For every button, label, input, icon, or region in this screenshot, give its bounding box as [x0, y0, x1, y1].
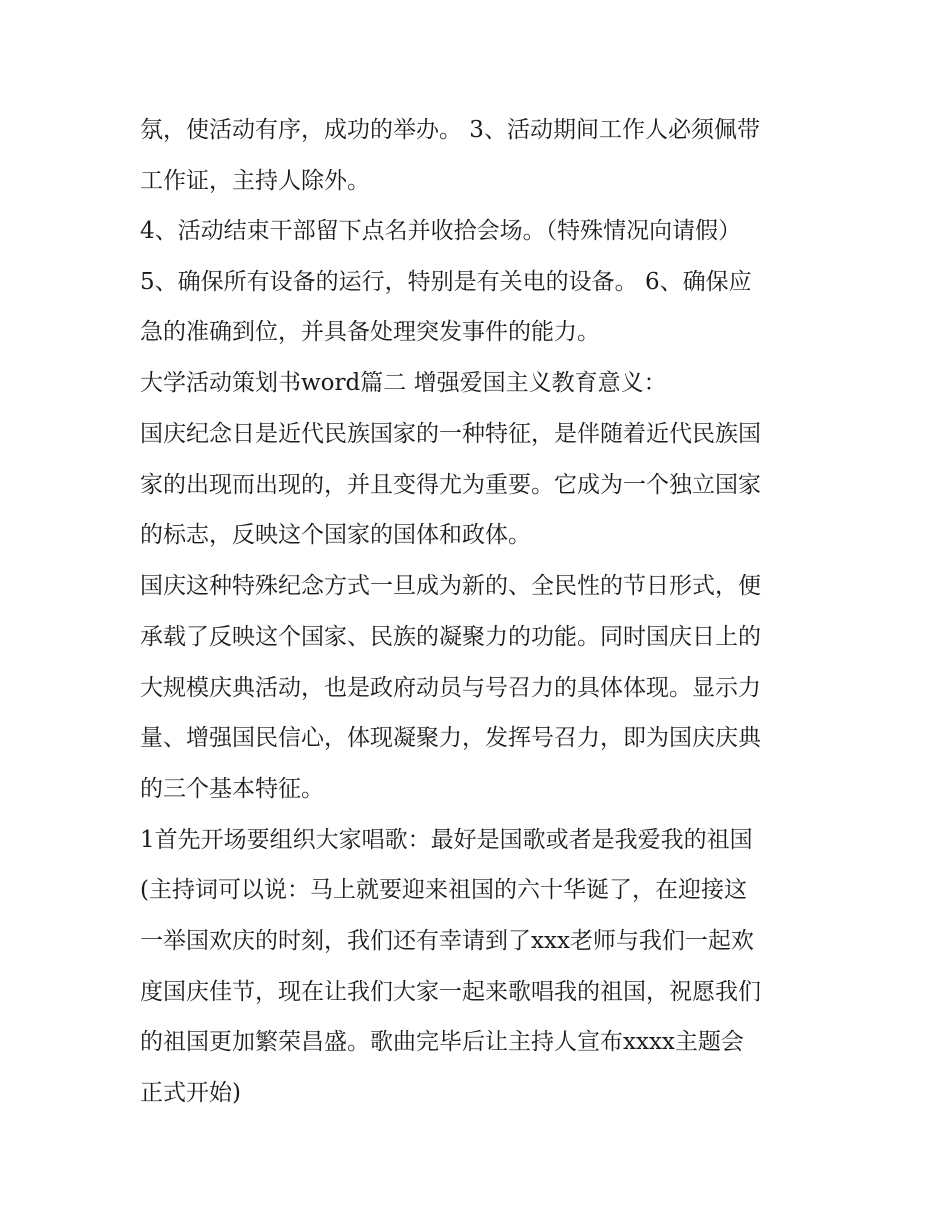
text-line-14: 的三个基本特征。	[140, 776, 324, 802]
text-line-12: 大规模庆典活动，也是政府动员与号召力的具体体现。显示力	[140, 675, 761, 701]
text-line-15: 1首先开场要组织大家唱歌：最好是国歌或者是我爱我的祖国	[140, 827, 753, 853]
text-line-1: 氛，使活动有序，成功的举办。 3、活动期间工作人必须佩带	[140, 117, 760, 143]
text-line-16: (主持词可以说：马上就要迎来祖国的六十华诞了，在迎接这	[140, 877, 747, 903]
text-line-2: 工作证，主持人除外。	[140, 168, 370, 194]
text-line-8: 家的出现而出现的，并且变得尤为重要。它成为一个独立国家	[140, 472, 761, 498]
text-line-10: 国庆这种特殊纪念方式一旦成为新的、全民性的节日形式，便	[140, 573, 761, 599]
text-line-5: 急的准确到位，并具备处理突发事件的能力。	[140, 319, 600, 345]
text-line-17: 一举国欢庆的时刻，我们还有幸请到了xxx老师与我们一起欢	[140, 928, 754, 954]
text-line-19: 的祖国更加繁荣昌盛。歌曲完毕后让主持人宣布xxxx主题会	[140, 1029, 744, 1055]
text-line-6: 大学活动策划书word篇二 增强爱国主义教育意义：	[140, 370, 667, 396]
text-line-7: 国庆纪念日是近代民族国家的一种特征，是伴随着近代民族国	[140, 421, 761, 447]
text-line-3: 4、活动结束干部留下点名并收拾会场。（特殊情况向请假）	[140, 218, 742, 244]
text-line-18: 度国庆佳节，现在让我们大家一起来歌唱我的祖国，祝愿我们	[140, 979, 761, 1005]
text-line-20: 正式开始)	[140, 1080, 241, 1106]
text-line-9: 的标志，反映这个国家的国体和政体。	[140, 522, 531, 548]
text-line-11: 承载了反映这个国家、民族的凝聚力的功能。同时国庆日上的	[140, 624, 761, 650]
text-line-4: 5、确保所有设备的运行，特别是有关电的设备。 6、确保应	[140, 269, 752, 295]
text-line-13: 量、增强国民信心，体现凝聚力，发挥号召力，即为国庆庆典	[140, 725, 761, 751]
